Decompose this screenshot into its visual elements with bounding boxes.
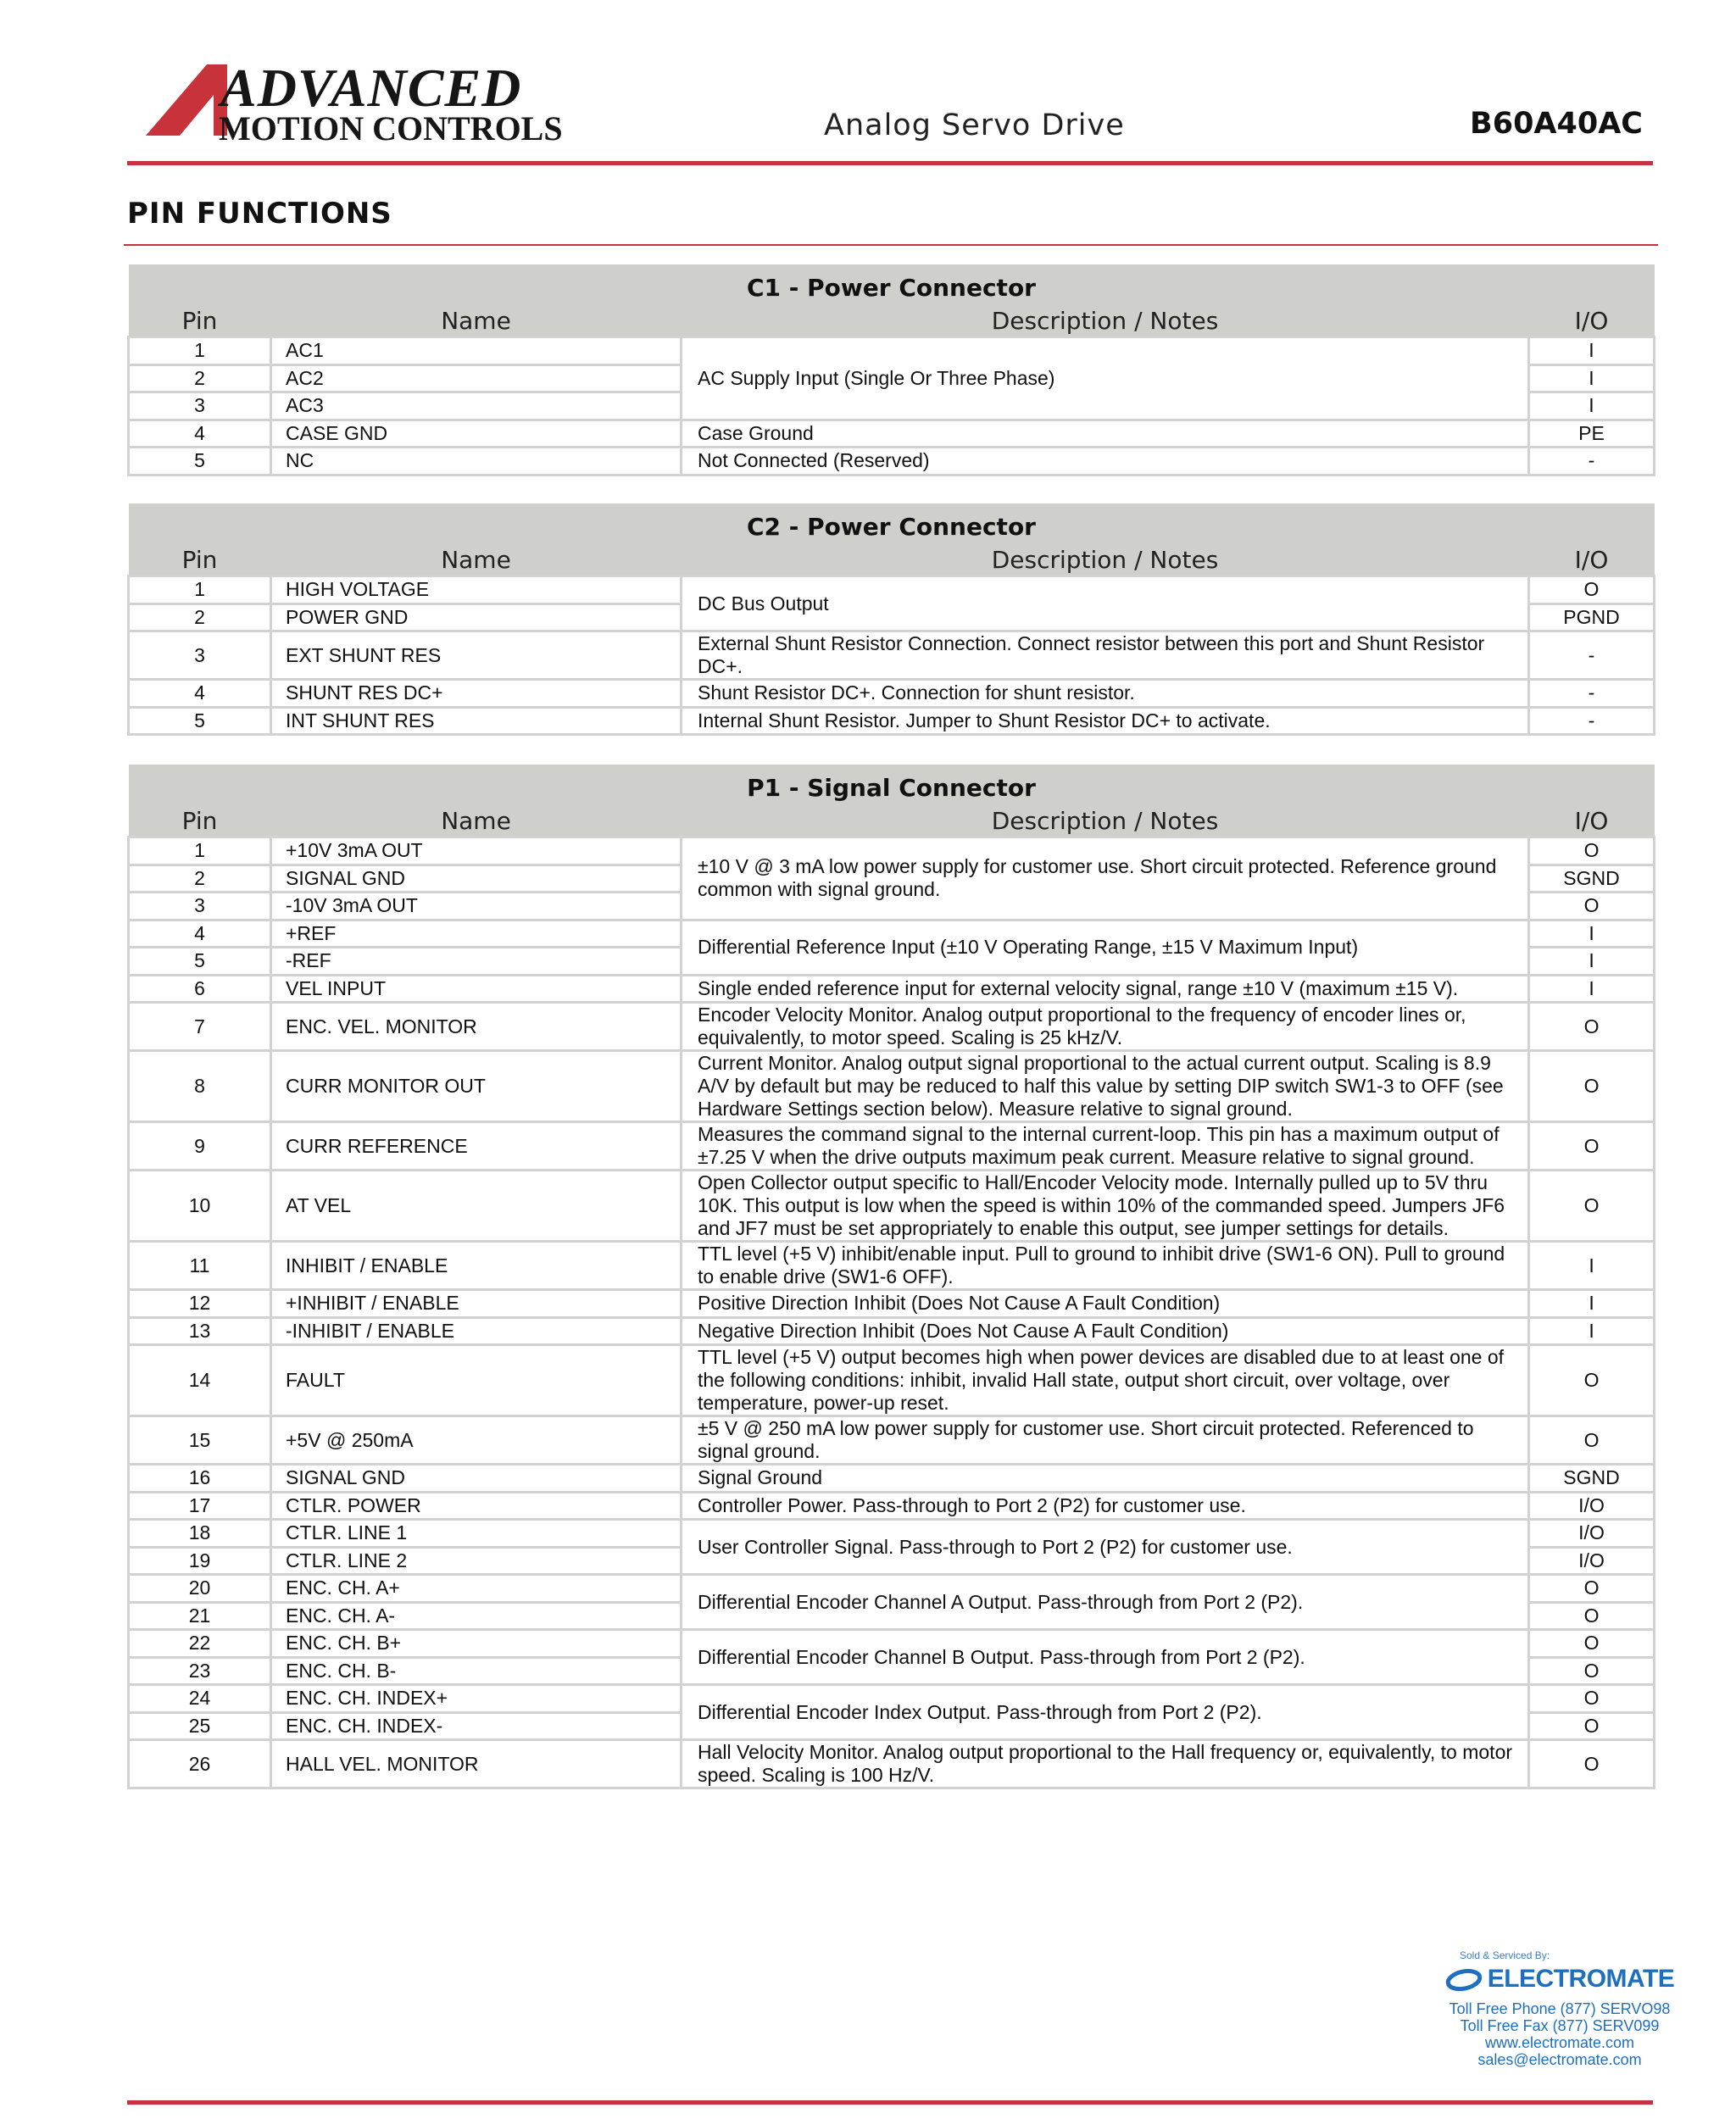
pin-io: I/O	[1529, 1520, 1655, 1548]
pin-name: CTLR. LINE 1	[271, 1520, 682, 1548]
pin-name: CASE GND	[271, 420, 682, 448]
pin-io: O	[1529, 576, 1655, 604]
pin-number: 4	[129, 680, 271, 708]
table-row	[129, 1740, 1655, 1788]
pin-number: 17	[129, 1492, 271, 1520]
pin-io: O	[1529, 1712, 1655, 1740]
toll-free-phone: Toll Free Phone (877) SERVO98	[1449, 2000, 1671, 2017]
table-caption: C1 - Power Connector	[129, 264, 1655, 305]
pin-number: 5	[129, 707, 271, 735]
pin-description: Internal Shunt Resistor. Jumper to Shunt Resistor DC+ to activate.	[682, 707, 1529, 735]
pin-io: I	[1529, 975, 1655, 1003]
table-row	[129, 337, 1655, 365]
table-row	[129, 1242, 1655, 1290]
pin-number: 20	[129, 1575, 271, 1603]
header-divider	[127, 161, 1653, 165]
table-row	[129, 631, 1655, 680]
table-row	[129, 1630, 1655, 1658]
pin-number: 3	[129, 392, 271, 420]
pin-number: 19	[129, 1547, 271, 1575]
pin-io: SGND	[1529, 1465, 1655, 1493]
pin-io: I	[1529, 1242, 1655, 1290]
c1-power-connector-table	[127, 264, 1655, 476]
pin-description: Current Monitor. Analog output signal proportional to the actual current output. Scaling is 8.9 A/V by default but may be reduced to half this value by setting DIP switch SW1-3 to OFF (see Hardware Settings section below). Measure relative to signal ground.	[682, 1051, 1529, 1122]
pin-description: Encoder Velocity Monitor. Analog output proportional to the frequency of encoder lines or, equivalently, to motor speed. Scaling is 25 kHz/V.	[682, 1003, 1529, 1051]
table-row	[129, 1492, 1655, 1520]
pin-name: CURR REFERENCE	[271, 1122, 682, 1171]
table-row	[129, 1051, 1655, 1122]
pin-number: 2	[129, 603, 271, 631]
pin-io: O	[1529, 1657, 1655, 1685]
pin-name: INHIBIT / ENABLE	[271, 1242, 682, 1290]
pin-io: I/O	[1529, 1492, 1655, 1520]
pin-io: O	[1529, 1416, 1655, 1465]
column-header-description: Description / Notes	[682, 305, 1529, 337]
pin-description: Positive Direction Inhibit (Does Not Cause A Fault Condition)	[682, 1290, 1529, 1318]
pin-name: SIGNAL GND	[271, 1465, 682, 1493]
pin-number: 10	[129, 1171, 271, 1242]
pin-name: AT VEL	[271, 1171, 682, 1242]
pin-name: CTLR. POWER	[271, 1492, 682, 1520]
table-row	[129, 975, 1655, 1003]
column-header-description: Description / Notes	[682, 544, 1529, 576]
company-logo-icon	[146, 64, 227, 136]
pin-io: O	[1529, 1602, 1655, 1630]
table-row	[129, 920, 1655, 948]
model-number: B60A40AC	[1470, 107, 1643, 141]
logo-wordmark-top: ADVANCED	[220, 58, 522, 118]
pin-io: I	[1529, 392, 1655, 420]
pin-number: 23	[129, 1657, 271, 1685]
pin-name: AC1	[271, 337, 682, 365]
pin-description: Signal Ground	[682, 1465, 1529, 1493]
pin-number: 5	[129, 448, 271, 476]
pin-io: I	[1529, 948, 1655, 976]
pin-name: AC3	[271, 392, 682, 420]
pin-description: Differential Encoder Channel B Output. Pass-through from Port 2 (P2).	[682, 1630, 1529, 1685]
pin-io: O	[1529, 1051, 1655, 1122]
pin-name: SHUNT RES DC+	[271, 680, 682, 708]
column-header-pin: Pin	[129, 805, 271, 837]
pin-name: SIGNAL GND	[271, 865, 682, 893]
pin-io: PGND	[1529, 603, 1655, 631]
pin-description: Differential Reference Input (±10 V Operating Range, ±15 V Maximum Input)	[682, 920, 1529, 975]
email-link[interactable]: sales@electromate.com	[1477, 2051, 1642, 2068]
table-caption: C2 - Power Connector	[129, 503, 1655, 544]
pin-number: 2	[129, 865, 271, 893]
page-header	[127, 58, 1653, 163]
pin-io: -	[1529, 631, 1655, 680]
pin-io: O	[1529, 1003, 1655, 1051]
pin-number: 5	[129, 948, 271, 976]
toll-free-fax: Toll Free Fax (877) SERV099	[1460, 2017, 1660, 2034]
pin-description: Not Connected (Reserved)	[682, 448, 1529, 476]
table-row	[129, 576, 1655, 604]
pin-name: CTLR. LINE 2	[271, 1547, 682, 1575]
pin-number: 14	[129, 1345, 271, 1416]
pin-name: POWER GND	[271, 603, 682, 631]
pin-description: AC Supply Input (Single Or Three Phase)	[682, 337, 1529, 420]
pin-description: User Controller Signal. Pass-through to Port 2 (P2) for customer use.	[682, 1520, 1529, 1575]
table-row	[129, 1520, 1655, 1548]
pin-number: 3	[129, 631, 271, 680]
table-row	[129, 1685, 1655, 1713]
pin-number: 13	[129, 1317, 271, 1345]
table-caption: P1 - Signal Connector	[129, 765, 1655, 805]
pin-io: I	[1529, 920, 1655, 948]
pin-description: Open Collector output specific to Hall/Encoder Velocity mode. Internally pulled up to 5V thru 10K. This output is low when the speed is within 10% of the commanded speed. Jumpers JF6 and JF7 must be set appropriately to enable this output, see jumper settings for details.	[682, 1171, 1529, 1242]
table-row	[129, 837, 1655, 865]
pin-name: +5V @ 250mA	[271, 1416, 682, 1465]
pin-name: FAULT	[271, 1345, 682, 1416]
pin-io: O	[1529, 1630, 1655, 1658]
column-header-io: I/O	[1529, 305, 1655, 337]
pin-io: I	[1529, 364, 1655, 392]
pin-number: 1	[129, 837, 271, 865]
pin-name: HALL VEL. MONITOR	[271, 1740, 682, 1788]
pin-io: I	[1529, 1317, 1655, 1345]
pin-number: 21	[129, 1602, 271, 1630]
distributor-brand	[1441, 1965, 1678, 1994]
pin-name: VEL INPUT	[271, 975, 682, 1003]
pin-description: Single ended reference input for external velocity signal, range ±10 V (maximum ±15 V).	[682, 975, 1529, 1003]
pin-name: NC	[271, 448, 682, 476]
pin-name: INT SHUNT RES	[271, 707, 682, 735]
pin-number: 22	[129, 1630, 271, 1658]
pin-io: I	[1529, 337, 1655, 365]
pin-description: Case Ground	[682, 420, 1529, 448]
pin-number: 26	[129, 1740, 271, 1788]
distributor-block	[1441, 1949, 1678, 2068]
pin-io: O	[1529, 1575, 1655, 1603]
sold-by-label: Sold & Serviced By:	[1460, 1949, 1550, 1961]
pin-description: Hall Velocity Monitor. Analog output proportional to the Hall frequency or, equivalently, to motor speed. Scaling is 100 Hz/V.	[682, 1740, 1529, 1788]
pin-name: CURR MONITOR OUT	[271, 1051, 682, 1122]
table-row	[129, 1290, 1655, 1318]
pin-description: Shunt Resistor DC+. Connection for shunt resistor.	[682, 680, 1529, 708]
pin-number: 8	[129, 1051, 271, 1122]
pin-number: 12	[129, 1290, 271, 1318]
pin-name: ENC. CH. INDEX-	[271, 1712, 682, 1740]
table-row	[129, 1003, 1655, 1051]
table-row	[129, 1416, 1655, 1465]
table-row	[129, 1171, 1655, 1242]
pin-io: -	[1529, 448, 1655, 476]
pin-description: Differential Encoder Channel A Output. Pass-through from Port 2 (P2).	[682, 1575, 1529, 1630]
column-header-io: I/O	[1529, 544, 1655, 576]
pin-number: 16	[129, 1465, 271, 1493]
pin-name: -10V 3mA OUT	[271, 893, 682, 920]
pin-io: -	[1529, 707, 1655, 735]
p1-signal-connector-table	[127, 765, 1655, 1789]
pin-description: External Shunt Resistor Connection. Connect resistor between this port and Shunt Resistor DC+.	[682, 631, 1529, 680]
pin-name: HIGH VOLTAGE	[271, 576, 682, 604]
pin-description: TTL level (+5 V) output becomes high when power devices are disabled due to at least one of the following conditions: inhibit, invalid Hall state, output short circuit, over voltage, over temperature, power-up reset.	[682, 1345, 1529, 1416]
pin-io: PE	[1529, 420, 1655, 448]
table-row	[129, 1465, 1655, 1493]
pin-description: DC Bus Output	[682, 576, 1529, 631]
pin-name: AC2	[271, 364, 682, 392]
table-row	[129, 448, 1655, 476]
pin-name: +10V 3mA OUT	[271, 837, 682, 865]
column-header-description: Description / Notes	[682, 805, 1529, 837]
pin-number: 9	[129, 1122, 271, 1171]
pin-description: ±5 V @ 250 mA low power supply for customer use. Short circuit protected. Referenced to signal ground.	[682, 1416, 1529, 1465]
pin-io: O	[1529, 1740, 1655, 1788]
table-row	[129, 1345, 1655, 1416]
pin-io: -	[1529, 680, 1655, 708]
pin-number: 4	[129, 420, 271, 448]
column-header-io: I/O	[1529, 805, 1655, 837]
pin-number: 15	[129, 1416, 271, 1465]
table-row	[129, 707, 1655, 735]
pin-description: TTL level (+5 V) inhibit/enable input. Pull to ground to inhibit drive (SW1-6 ON). Pull to ground to enable drive (SW1-6 OFF).	[682, 1242, 1529, 1290]
c2-power-connector-table	[127, 503, 1655, 736]
pin-description: ±10 V @ 3 mA low power supply for customer use. Short circuit protected. Reference ground common with signal ground.	[682, 837, 1529, 920]
pin-description: Differential Encoder Index Output. Pass-through from Port 2 (P2).	[682, 1685, 1529, 1740]
pin-description: Negative Direction Inhibit (Does Not Cause A Fault Condition)	[682, 1317, 1529, 1345]
electromate-logo-icon	[1445, 1969, 1483, 1991]
pin-io: O	[1529, 1171, 1655, 1242]
section-title: PIN FUNCTIONS	[127, 197, 392, 231]
pin-name: ENC. CH. A-	[271, 1602, 682, 1630]
pin-number: 25	[129, 1712, 271, 1740]
pin-name: -REF	[271, 948, 682, 976]
website-link[interactable]: www.electromate.com	[1484, 2034, 1635, 2051]
pin-name: -INHIBIT / ENABLE	[271, 1317, 682, 1345]
table-row	[129, 420, 1655, 448]
pin-io: O	[1529, 893, 1655, 920]
pin-name: EXT SHUNT RES	[271, 631, 682, 680]
pin-number: 3	[129, 893, 271, 920]
pin-description: Measures the command signal to the internal current-loop. This pin has a maximum output of ±7.25 V when the drive outputs maximum peak current. Measure relative to signal ground.	[682, 1122, 1529, 1171]
pin-io: I/O	[1529, 1547, 1655, 1575]
pin-io: O	[1529, 1345, 1655, 1416]
pin-number: 1	[129, 337, 271, 365]
pin-number: 6	[129, 975, 271, 1003]
table-row	[129, 1122, 1655, 1171]
pin-name: +INHIBIT / ENABLE	[271, 1290, 682, 1318]
pin-number: 18	[129, 1520, 271, 1548]
pin-name: ENC. CH. A+	[271, 1575, 682, 1603]
pin-number: 24	[129, 1685, 271, 1713]
column-header-name: Name	[271, 544, 682, 576]
column-header-pin: Pin	[129, 305, 271, 337]
pin-description: Controller Power. Pass-through to Port 2 (P2) for customer use.	[682, 1492, 1529, 1520]
pin-number: 2	[129, 364, 271, 392]
pin-number: 1	[129, 576, 271, 604]
pin-io: O	[1529, 1685, 1655, 1713]
column-header-name: Name	[271, 805, 682, 837]
pin-number: 11	[129, 1242, 271, 1290]
pin-name: ENC. CH. INDEX+	[271, 1685, 682, 1713]
pin-io: O	[1529, 1122, 1655, 1171]
pin-name: ENC. CH. B-	[271, 1657, 682, 1685]
pin-name: ENC. VEL. MONITOR	[271, 1003, 682, 1051]
pin-name: ENC. CH. B+	[271, 1630, 682, 1658]
table-row	[129, 1575, 1655, 1603]
logo-wordmark-bottom: MOTION CONTROLS	[219, 109, 563, 147]
column-header-pin: Pin	[129, 544, 271, 576]
table-row	[129, 680, 1655, 708]
column-header-name: Name	[271, 305, 682, 337]
pin-io: I	[1529, 1290, 1655, 1318]
distributor-brand-name: ELECTROMATE	[1487, 1965, 1675, 1993]
pin-number: 4	[129, 920, 271, 948]
pin-io: O	[1529, 837, 1655, 865]
document-title: Analog Servo Drive	[824, 108, 1125, 142]
footer-divider	[127, 2100, 1653, 2105]
section-divider	[124, 244, 1658, 246]
pin-number: 7	[129, 1003, 271, 1051]
table-row	[129, 1317, 1655, 1345]
pin-io: SGND	[1529, 865, 1655, 893]
pin-name: +REF	[271, 920, 682, 948]
